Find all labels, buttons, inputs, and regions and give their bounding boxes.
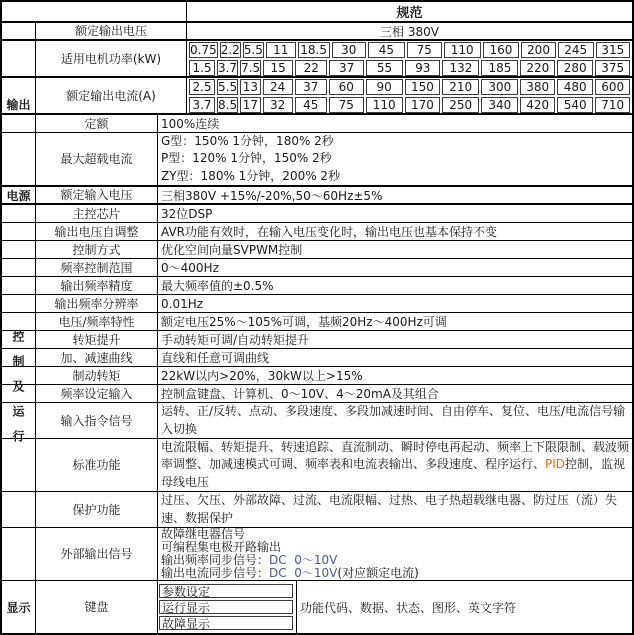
- number-cell: 5.5: [218, 80, 238, 94]
- text-segment: (对应额定电流): [337, 566, 419, 580]
- rated-output-voltage-row: [2, 23, 632, 41]
- number-cell: 37: [295, 79, 327, 95]
- number-cell: 250: [442, 97, 479, 113]
- number-cell: 600: [595, 79, 630, 95]
- param-value: [158, 528, 632, 580]
- value-line: G型：150% 1分钟，180% 2秒: [161, 133, 334, 148]
- external-output-lines: [161, 528, 419, 580]
- number-cell: 170: [405, 97, 440, 113]
- param-value: 32位DSP: [161, 207, 213, 221]
- rated-current-row: [2, 78, 632, 115]
- param-value: 0～400Hz: [161, 261, 219, 275]
- control-row: [2, 295, 632, 313]
- control-row: [2, 205, 632, 223]
- control-row: [2, 259, 632, 277]
- number-grid-row: [189, 42, 630, 58]
- number-grid-row: [189, 97, 630, 113]
- number-cell: 5.5: [243, 43, 263, 57]
- keypad-sub-items: [158, 581, 297, 633]
- value-line: [161, 567, 419, 580]
- text-segment: 电流限幅、转矩提升、转速追踪、直流制动、瞬时停电再起动、频率上下限限制、载波频率调整、加减速模式可调、频率表和电流表输出、多段速度、程序运行、: [161, 439, 630, 472]
- number-cell: 185: [481, 60, 518, 76]
- number-cell: 380: [520, 79, 555, 95]
- group-control: 控制及运行: [2, 205, 36, 581]
- param-label: 输入指令信号: [36, 403, 158, 438]
- number-cell: 3.7: [189, 97, 215, 113]
- value-line: P型：120% 1分钟，150% 2秒: [161, 151, 332, 166]
- number-cell: 0.75: [190, 43, 217, 57]
- param-label: 适用电机功率(kW): [36, 41, 187, 76]
- param-label: 主控芯片: [36, 205, 158, 222]
- number-grid-row: [189, 79, 630, 95]
- param-label: 频率设定输入: [36, 385, 158, 402]
- param-value: 直线和任意可调曲线: [161, 351, 270, 365]
- number-cell: 13: [240, 79, 261, 95]
- number-cell: 2.5: [189, 79, 215, 95]
- param-label: 输出频率分辨率: [36, 295, 158, 312]
- param-label: 转矩提升: [36, 331, 158, 348]
- param-value: 手动转矩可调/自动转矩提升: [161, 333, 310, 347]
- param-label: 输出频率精度: [36, 277, 158, 294]
- number-cell: 132: [442, 60, 479, 76]
- keypad-row: [2, 581, 632, 633]
- number-cell: 420: [520, 97, 555, 113]
- param-label: 最大超载电流: [36, 133, 158, 185]
- param-label: 额定输出电压: [36, 23, 187, 39]
- group-output: 输出: [2, 23, 36, 187]
- param-value: 过压、欠压、外部故障、过流、电流限幅、过热、电子热超载继电器、防过压（流）失速、数据保护: [161, 493, 618, 525]
- number-cell: 480: [557, 79, 593, 95]
- standard-functions-row: [2, 439, 632, 492]
- text-segment: 故障继电器信号: [161, 528, 246, 541]
- protection-row: [2, 492, 632, 528]
- text-segment: 控制，监视母线电压: [161, 457, 626, 489]
- overload-lines: [161, 133, 340, 185]
- value-line: ZY型：180% 1分钟，200% 2秒: [161, 168, 341, 183]
- keypad-sub-item: 参数设定: [159, 584, 293, 598]
- text-segment: PID: [545, 457, 566, 472]
- param-label: 制动转矩: [36, 367, 158, 384]
- param-value: 额定电压25%～105%可调，基频20Hz～400Hz可调: [161, 315, 447, 329]
- number-cell: 300: [481, 79, 518, 95]
- number-cell: 1.5: [189, 60, 215, 76]
- number-cell: 220: [520, 60, 555, 76]
- param-label: 键盘: [36, 581, 158, 633]
- number-cell: 18.5: [298, 42, 330, 58]
- number-cell: 245: [558, 42, 594, 58]
- number-grid-row: [189, 60, 630, 76]
- spec-header-title: 规范: [396, 6, 423, 21]
- keypad-sub-item: 故障显示: [159, 616, 293, 630]
- keypad-description: 功能代码、数据、状态、图形、英文字符: [300, 600, 517, 615]
- number-cell: 8.5: [218, 98, 238, 112]
- control-row: [2, 349, 632, 367]
- number-cell: 280: [557, 60, 593, 76]
- text-segment: 输出电流同步信号：: [161, 566, 270, 580]
- number-cell: 160: [483, 42, 520, 58]
- standard-functions-text: [161, 439, 632, 491]
- number-cell: 75: [407, 42, 442, 58]
- param-value: 三相380V +15%/-20%,50～60Hz±5%: [161, 188, 383, 203]
- text-segment: 输出频率同步信号：: [161, 553, 270, 567]
- param-label: 额定输入电压: [36, 187, 158, 203]
- number-cell: 32: [263, 97, 293, 113]
- number-cell: 45: [295, 97, 327, 113]
- number-cell: 30: [332, 42, 366, 58]
- control-row: [2, 331, 632, 349]
- external-output-row: [2, 528, 632, 581]
- param-value: 100%连续: [161, 117, 220, 131]
- rating-row: [2, 115, 632, 133]
- param-value: 三相 380V: [380, 24, 439, 39]
- header-row: [2, 2, 632, 23]
- param-value: 0.01Hz: [161, 296, 204, 311]
- control-row: [2, 277, 632, 295]
- number-cell: 90: [366, 79, 403, 95]
- param-label: 控制方式: [36, 241, 158, 258]
- param-label: 外部输出信号: [36, 528, 158, 580]
- param-value: [158, 133, 632, 185]
- control-row: [2, 367, 632, 385]
- control-row: [2, 313, 632, 331]
- text-segment: DC 0～10V: [269, 566, 338, 580]
- number-cell: 210: [442, 79, 479, 95]
- keypad-sub-item: 运行显示: [159, 600, 293, 614]
- param-value: 22kW以内>20%，30kW以上>15%: [161, 369, 363, 383]
- param-value: AVR功能有效时，在输入电压变化时，输出电压也基本保持不变: [161, 225, 497, 239]
- param-label: 输出电压自调整: [36, 223, 158, 240]
- param-label: 定额: [36, 115, 158, 132]
- param-value: 优化空间向量SVPWM控制: [161, 243, 303, 257]
- number-cell: 15: [263, 60, 293, 76]
- number-cell: 60: [329, 79, 364, 95]
- number-cell: 340: [481, 97, 518, 113]
- number-cell: 55: [366, 60, 403, 76]
- param-value: 控制盒键盘、计算机、0～10V、4～20mA及其组合: [161, 387, 439, 401]
- control-row: [2, 385, 632, 403]
- number-cell: 110: [444, 42, 481, 58]
- motor-power-row: [2, 41, 632, 78]
- text-segment: DC 0～10V: [269, 553, 338, 567]
- number-cell: 17: [240, 97, 261, 113]
- number-cell: 37: [329, 60, 364, 76]
- number-cell: 24: [263, 79, 293, 95]
- number-cell: 93: [405, 60, 440, 76]
- number-cell: 75: [329, 97, 364, 113]
- number-cell: 315: [596, 42, 630, 58]
- max-overload-row: [2, 133, 632, 187]
- param-label: 保护功能: [36, 492, 158, 527]
- number-cell: 7.5: [241, 61, 261, 75]
- motor-power-grid: [187, 41, 632, 76]
- number-cell: 3.7: [217, 61, 238, 75]
- input-command-row: [2, 403, 632, 439]
- number-cell: 110: [366, 97, 403, 113]
- group-power: 电源: [2, 187, 36, 205]
- param-value: 运转、正/反转、点动、多段速度、多段加减速时间、自由停车、复位、电压/电流信号输入切换: [161, 404, 626, 436]
- rated-input-voltage-row: [2, 187, 632, 205]
- control-row: [2, 241, 632, 259]
- param-value: [158, 439, 632, 491]
- number-cell: 150: [405, 79, 440, 95]
- param-label: 额定输出电流(A): [36, 78, 187, 113]
- param-label: 频率控制范围: [36, 259, 158, 276]
- number-cell: 22: [295, 60, 327, 76]
- number-cell: 11: [266, 42, 296, 58]
- rated-current-grid: [187, 78, 632, 113]
- param-label: 电压/频率特性: [36, 313, 158, 330]
- number-cell: 200: [521, 42, 555, 58]
- number-cell: 375: [595, 60, 630, 76]
- header-empty-cell: [2, 2, 187, 21]
- number-cell: 45: [368, 42, 405, 58]
- number-cell: 2.2: [220, 43, 240, 57]
- number-cell: 710: [595, 97, 630, 113]
- param-label: 标准功能: [36, 439, 158, 491]
- group-display: 显示: [2, 581, 36, 633]
- control-row: [2, 223, 632, 241]
- param-value: 最大频率值的±0.5%: [161, 279, 274, 293]
- number-cell: 540: [557, 97, 593, 113]
- text-segment: 可编程集电极开路输出: [161, 540, 282, 554]
- param-label: 加、减速曲线: [36, 349, 158, 366]
